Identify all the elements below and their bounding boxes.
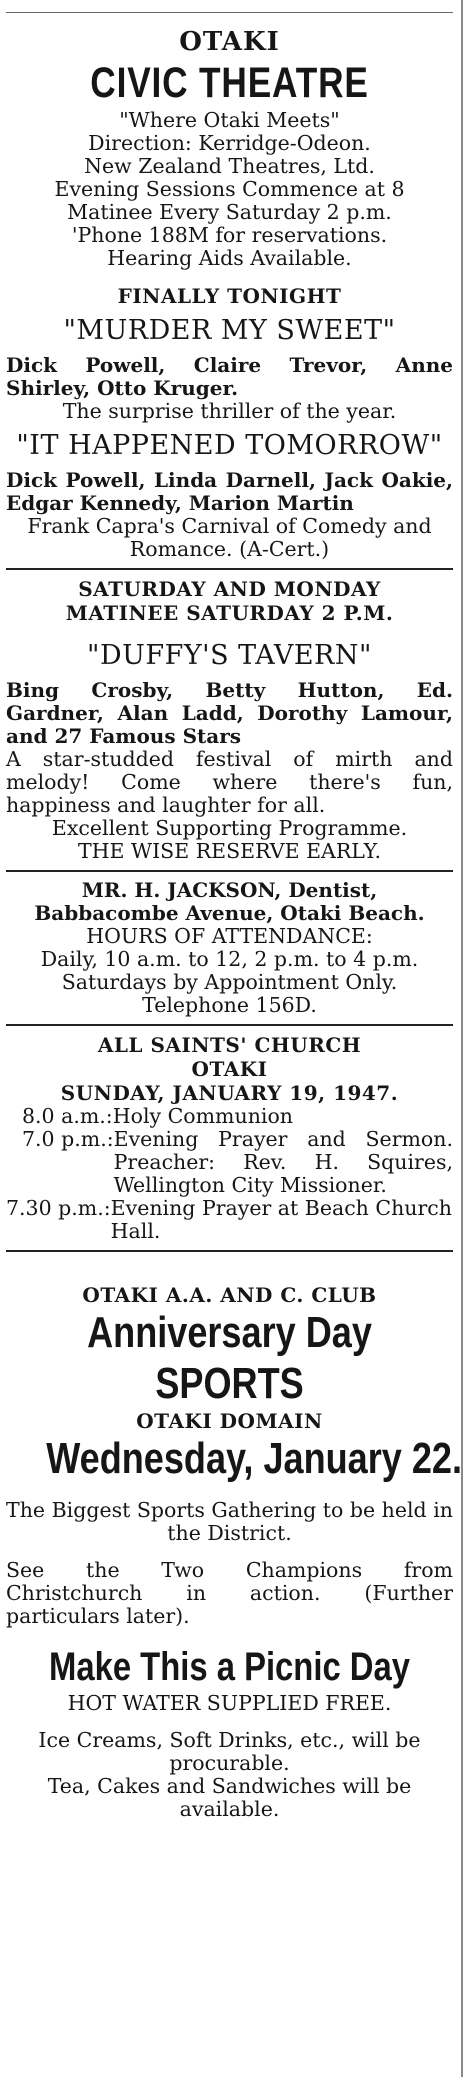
dentist-advert (6, 879, 453, 1017)
film2-title: "IT HAPPENED TOMORROW" (16, 430, 443, 461)
theatre-direction: Direction: Kerridge-Odeon. (88, 131, 371, 155)
dentist-telephone: Telephone 156D. (142, 993, 317, 1017)
sports-heading: SPORTS (155, 1359, 304, 1408)
divider (6, 870, 453, 872)
sports-para2: See the Two Champions from Christchurch in action. (Further particulars later). (6, 1558, 453, 1628)
dentist-hours-heading: HOURS OF ATTENDANCE: (86, 924, 373, 948)
top-rule (6, 12, 453, 13)
film3-cast: Bing Crosby, Betty Hutton, Ed. Gardner, Alan Ladd, Dorothy Lamour, and 27 Famous Stars (6, 678, 453, 748)
film1-blurb: The surprise thriller of the year. (62, 399, 397, 423)
divider (6, 1250, 453, 1252)
film1-title: "MURDER MY SWEET" (63, 315, 396, 346)
dentist-address: Babbacombe Avenue, Otaki Beach. (34, 901, 425, 925)
dentist-saturdays: Saturdays by Appointment Only. (61, 970, 398, 994)
divider (6, 568, 453, 570)
service-time: 7.30 p.m.: (6, 1196, 111, 1220)
theatre-phone: 'Phone 188M for reservations. (71, 223, 388, 247)
film3-title: "DUFFY'S TAVERN" (87, 640, 372, 671)
service-row (6, 1128, 453, 1197)
sports-para1: The Biggest Sports Gathering to be held in the District. (6, 1498, 453, 1545)
service-time: 8.0 a.m.: (22, 1104, 113, 1128)
church-name: ALL SAINTS' CHURCH (97, 1033, 362, 1057)
church-services (6, 1105, 453, 1243)
service-row (6, 1105, 453, 1128)
divider (6, 1024, 453, 1026)
sports-refreshments2: Tea, Cakes and Sandwiches will be available. (47, 1774, 412, 1821)
theatre-evening: Evening Sessions Commence at 8 (54, 177, 405, 201)
theatre-matinee: Matinee Every Saturday 2 p.m. (67, 200, 392, 224)
sports-picnic: Make This a Picnic Day (49, 1645, 410, 1689)
next-heading-days: SATURDAY AND MONDAY (78, 577, 381, 601)
film3-reserve: THE WISE RESERVE EARLY. (77, 839, 382, 863)
theatre-company: New Zealand Theatres, Ltd. (84, 154, 375, 178)
church-date: SUNDAY, JANUARY 19, 1947. (60, 1081, 399, 1105)
next-heading-matinee: MATINEE SATURDAY 2 P.M. (65, 601, 394, 625)
sports-venue: OTAKI DOMAIN (136, 1409, 323, 1433)
service-time: 7.0 p.m.: (22, 1127, 114, 1151)
theatre-slogan: "Where Otaki Meets" (119, 108, 340, 132)
church-place: OTAKI (191, 1057, 268, 1081)
service-text: Holy Communion (112, 1104, 294, 1128)
sports-date: Wednesday, January 22. (46, 1434, 463, 1483)
dentist-hours: Daily, 10 a.m. to 12, 2 p.m. to 4 p.m. (40, 947, 419, 971)
service-text: Evening Prayer at Beach Church Hall. (110, 1196, 452, 1243)
service-text: Evening Prayer and Sermon. Preacher: Rev. H. Squires, Wellington City Missioner. (113, 1127, 453, 1197)
sports-advert (6, 1283, 463, 1821)
dentist-name: MR. H. JACKSON, Dentist, (81, 878, 378, 902)
film2-cast: Dick Powell, Linda Darnell, Jack Oakie, Edgar Kennedy, Marion Martin (6, 468, 453, 515)
theatre-name: CIVIC THEATRE (90, 59, 369, 107)
film2-blurb: Frank Capra's Carnival of Comedy and Romance. (A-Cert.) (27, 514, 432, 561)
theatre-advert (6, 27, 453, 863)
film3-blurb: A star-studded festival of mirth and melody! Come where there's fun, happiness and laughter for all. (6, 747, 453, 817)
finally-tonight: FINALLY TONIGHT (117, 284, 342, 308)
town-heading: OTAKI (179, 27, 280, 57)
sports-anniversary: Anniversary Day (87, 1308, 372, 1357)
sports-club: OTAKI A.A. AND C. CLUB (82, 1283, 377, 1307)
film1-cast: Dick Powell, Claire Trevor, Anne Shirley, Otto Kruger. (6, 353, 453, 400)
theatre-hearing: Hearing Aids Available. (107, 246, 352, 270)
theatre-info (6, 109, 453, 270)
sports-hot-water: HOT WATER SUPPLIED FREE. (67, 1691, 392, 1715)
service-row (6, 1197, 453, 1243)
film3-support: Excellent Supporting Programme. (51, 816, 408, 840)
sports-refreshments1: Ice Creams, Soft Drinks, etc., will be procurable. (38, 1728, 421, 1775)
church-notice (6, 1033, 453, 1243)
